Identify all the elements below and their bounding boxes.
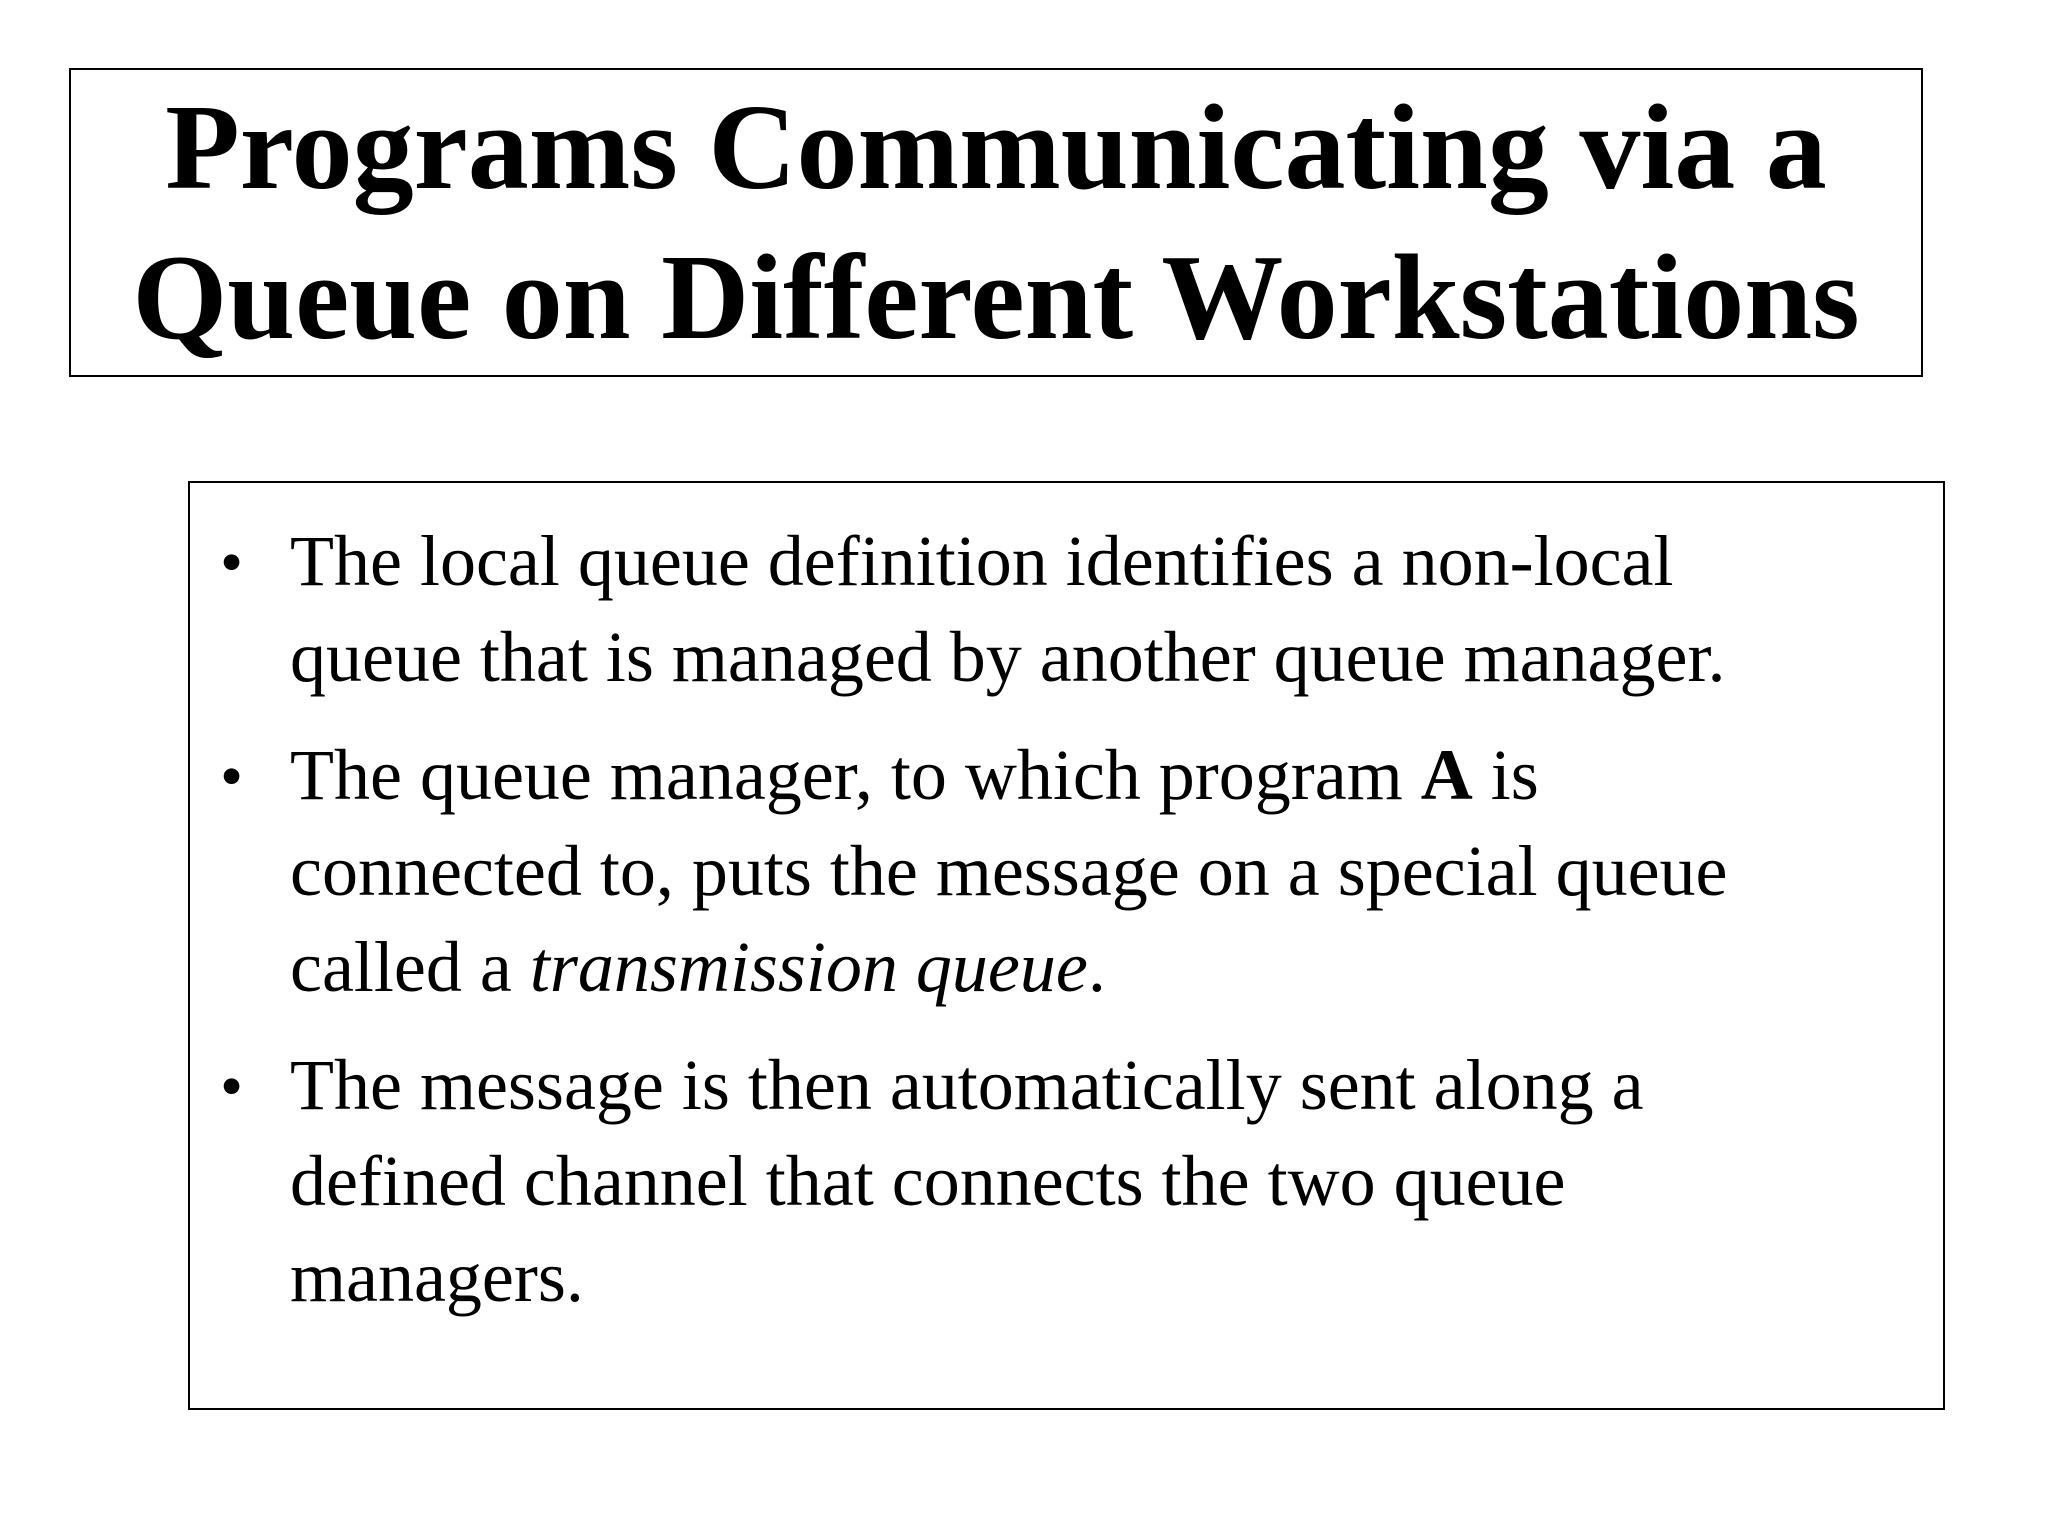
bullet-2-line-3: [290, 919, 1903, 1015]
bullet-3-line-2: defined channel that connects the two queue: [290, 1141, 1566, 1221]
slide-title-line-2: Queue on Different Workstations: [132, 229, 1860, 365]
slide-content-box: [188, 481, 1945, 1410]
bullet-item-1: [190, 513, 1903, 705]
bullet-dot: •: [220, 526, 244, 599]
bullet-list: [190, 513, 1903, 1325]
bullet-dot: •: [220, 740, 244, 813]
transmission-queue-term: transmission queue: [529, 927, 1088, 1007]
bullet-2-line-1-after: is: [1472, 735, 1539, 815]
bullet-item-2: [190, 727, 1903, 1015]
bullet-2-line-1-before: The queue manager, to which program: [290, 735, 1421, 815]
bullet-dot: •: [220, 1050, 244, 1123]
bullet-1-line-1: The local queue definition identifies a non-local: [290, 521, 1674, 601]
bullet-text-2: [290, 727, 1903, 1015]
program-a-label: A: [1420, 735, 1473, 815]
bullet-text-3: [290, 1037, 1903, 1325]
bullet-2-line-3-after: .: [1087, 927, 1106, 1007]
slide-title-line-1: Programs Communicating via a: [165, 79, 1827, 215]
bullet-3-line-1: The message is then automatically sent along a: [290, 1045, 1644, 1125]
bullet-2-line-1: [290, 727, 1903, 823]
slide-title-box: [69, 68, 1923, 377]
bullet-1-line-2: queue that is managed by another queue manager.: [290, 617, 1726, 697]
bullet-item-3: [190, 1037, 1903, 1325]
bullet-text-1: [290, 513, 1903, 705]
bullet-2-line-2: connected to, puts the message on a special queue: [290, 831, 1728, 911]
bullet-3-line-3: managers.: [290, 1237, 584, 1317]
bullet-2-line-3-before: called a: [290, 927, 530, 1007]
